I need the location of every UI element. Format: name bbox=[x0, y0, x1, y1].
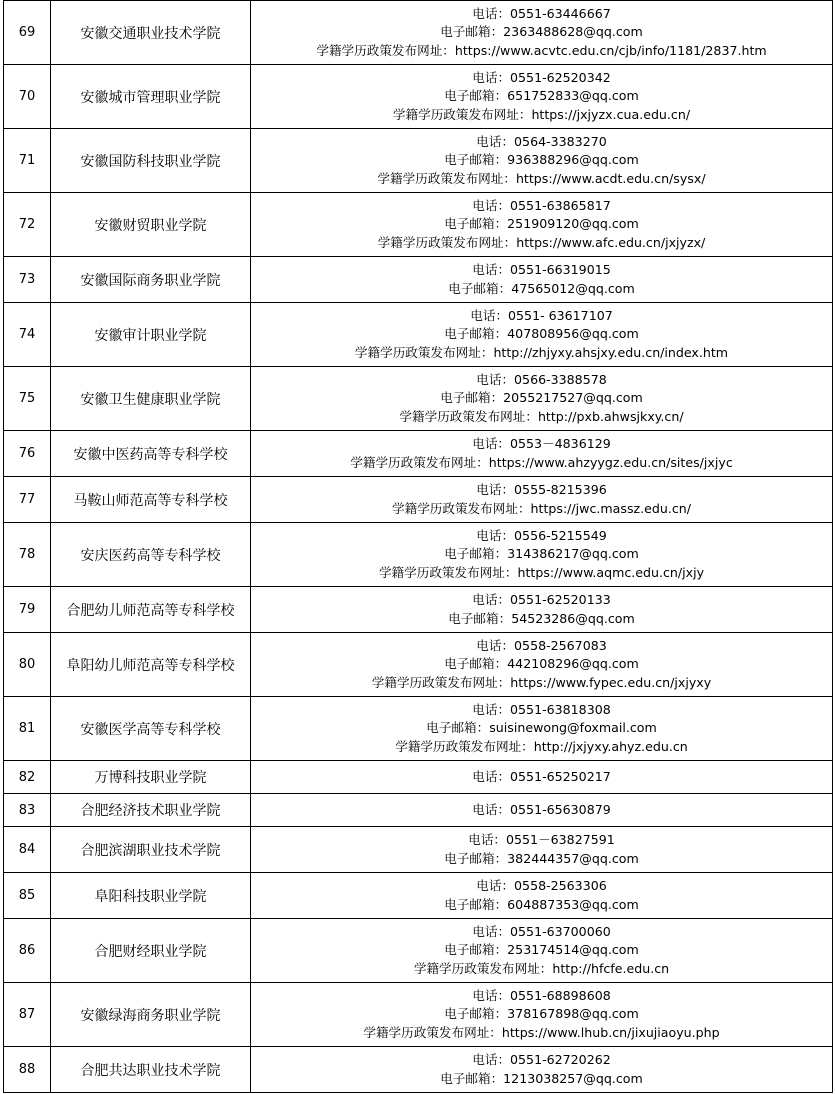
table-row bbox=[4, 431, 833, 477]
row-number: 74 bbox=[4, 303, 51, 367]
contact-line: 学籍学历政策发布网址：https://www.aqmc.edu.cn/jxjy bbox=[378, 564, 705, 580]
table-row bbox=[4, 1047, 833, 1093]
contact-line: 电子邮箱：2363488628@qq.com bbox=[440, 24, 643, 40]
row-number: 87 bbox=[4, 983, 51, 1047]
table-row bbox=[4, 129, 833, 193]
contact-info bbox=[251, 523, 833, 587]
contact-line: 学籍学历政策发布网址：https://www.fypec.edu.cn/jxjyxy bbox=[371, 674, 712, 690]
contact-line: 学籍学历政策发布网址：http://hfcfe.edu.cn bbox=[413, 960, 670, 976]
contact-line: 学籍学历政策发布网址：https://www.acvtc.edu.cn/cjb/info/1181/2837.htm bbox=[316, 42, 767, 58]
contact-info bbox=[251, 303, 833, 367]
school-name: 安徽卫生健康职业学院 bbox=[51, 367, 251, 431]
contact-line: 学籍学历政策发布网址：https://jxjyzx.cua.edu.cn/ bbox=[392, 106, 691, 122]
table-row bbox=[4, 523, 833, 587]
contact-line: 学籍学历政策发布网址：https://www.acdt.edu.cn/sysx/ bbox=[377, 170, 706, 186]
row-number: 80 bbox=[4, 633, 51, 697]
contact-info bbox=[251, 65, 833, 129]
contact-line: 电话：0564-3383270 bbox=[476, 134, 607, 150]
table-row bbox=[4, 919, 833, 983]
contact-line: 电话：0551-62520342 bbox=[472, 70, 611, 86]
school-name: 万博科技职业学院 bbox=[51, 761, 251, 794]
contact-info bbox=[251, 761, 833, 794]
row-number: 88 bbox=[4, 1047, 51, 1093]
contact-info bbox=[251, 367, 833, 431]
contact-line: 电话：0551-62720262 bbox=[472, 1052, 611, 1068]
contact-info bbox=[251, 827, 833, 873]
contact-line: 电话：0558-2563306 bbox=[476, 878, 607, 894]
row-number: 76 bbox=[4, 431, 51, 477]
table-row bbox=[4, 873, 833, 919]
contact-line: 电话：0566-3388578 bbox=[476, 372, 607, 388]
row-number: 84 bbox=[4, 827, 51, 873]
row-number: 79 bbox=[4, 587, 51, 633]
contact-table bbox=[3, 0, 833, 1093]
school-name: 安徽财贸职业学院 bbox=[51, 193, 251, 257]
contact-info bbox=[251, 1, 833, 65]
contact-line: 电话：0558-2567083 bbox=[476, 638, 607, 654]
contact-info bbox=[251, 129, 833, 193]
table-row bbox=[4, 303, 833, 367]
contact-line: 电话：0551-68898608 bbox=[472, 988, 611, 1004]
row-number: 70 bbox=[4, 65, 51, 129]
contact-info bbox=[251, 697, 833, 761]
table-row bbox=[4, 193, 833, 257]
school-name: 安徽中医药高等专科学校 bbox=[51, 431, 251, 477]
table-row bbox=[4, 587, 833, 633]
school-name: 安徽医学高等专科学校 bbox=[51, 697, 251, 761]
contact-line: 电话：0553－4836129 bbox=[472, 436, 611, 452]
contact-line: 学籍学历政策发布网址：https://www.lhub.cn/jixujiaoyu.php bbox=[363, 1024, 720, 1040]
table-row bbox=[4, 697, 833, 761]
contact-line: 电话：0551-63865817 bbox=[472, 198, 611, 214]
school-name: 安徽审计职业学院 bbox=[51, 303, 251, 367]
contact-info bbox=[251, 794, 833, 827]
table-row bbox=[4, 257, 833, 303]
school-name: 阜阳幼儿师范高等专科学校 bbox=[51, 633, 251, 697]
contact-line: 电话：0551-66319015 bbox=[472, 262, 611, 278]
table-row bbox=[4, 761, 833, 794]
table-row bbox=[4, 983, 833, 1047]
contact-info bbox=[251, 477, 833, 523]
contact-line: 电子邮箱：378167898@qq.com bbox=[444, 1006, 639, 1022]
school-name: 合肥共达职业技术学院 bbox=[51, 1047, 251, 1093]
contact-line: 电话：0551-63818308 bbox=[472, 702, 611, 718]
contact-line: 学籍学历政策发布网址：https://www.ahzyygz.edu.cn/sites/jxjyc bbox=[350, 454, 733, 470]
school-name: 安徽交通职业技术学院 bbox=[51, 1, 251, 65]
school-name: 安徽国际商务职业学院 bbox=[51, 257, 251, 303]
table-row bbox=[4, 633, 833, 697]
contact-line: 电话：0551-63446667 bbox=[472, 6, 611, 22]
contact-line: 电话：0551-63700060 bbox=[472, 924, 611, 940]
contact-line: 电子邮箱：2055217527@qq.com bbox=[440, 390, 643, 406]
school-name: 合肥滨湖职业技术学院 bbox=[51, 827, 251, 873]
school-name: 安徽国防科技职业学院 bbox=[51, 129, 251, 193]
contact-line: 电子邮箱：54523286@qq.com bbox=[448, 610, 635, 626]
table-row bbox=[4, 827, 833, 873]
school-name: 合肥财经职业学院 bbox=[51, 919, 251, 983]
contact-line: 电子邮箱：253174514@qq.com bbox=[444, 942, 639, 958]
table-row bbox=[4, 477, 833, 523]
contact-line: 电子邮箱：251909120@qq.com bbox=[444, 216, 639, 232]
table-row bbox=[4, 367, 833, 431]
table-row bbox=[4, 65, 833, 129]
contact-line: 电子邮箱：47565012@qq.com bbox=[448, 280, 635, 296]
row-number: 83 bbox=[4, 794, 51, 827]
contact-line: 电子邮箱：1213038257@qq.com bbox=[440, 1070, 643, 1086]
contact-line: 电子邮箱：442108296@qq.com bbox=[444, 656, 639, 672]
contact-line: 电话：0555-8215396 bbox=[476, 482, 607, 498]
contact-line: 电子邮箱：651752833@qq.com bbox=[444, 88, 639, 104]
contact-info bbox=[251, 193, 833, 257]
contact-line: 学籍学历政策发布网址：https://jwc.massz.edu.cn/ bbox=[392, 500, 691, 516]
school-name: 安庆医药高等专科学校 bbox=[51, 523, 251, 587]
contact-line: 电子邮箱：407808956@qq.com bbox=[444, 326, 639, 342]
school-name: 安徽绿海商务职业学院 bbox=[51, 983, 251, 1047]
row-number: 75 bbox=[4, 367, 51, 431]
contact-line: 学籍学历政策发布网址：https://www.afc.edu.cn/jxjyzx/ bbox=[377, 234, 706, 250]
row-number: 73 bbox=[4, 257, 51, 303]
contact-info bbox=[251, 983, 833, 1047]
contact-line: 电话：0551- 63617107 bbox=[470, 308, 613, 324]
school-name: 马鞍山师范高等专科学校 bbox=[51, 477, 251, 523]
contact-line: 电子邮箱：604887353@qq.com bbox=[444, 896, 639, 912]
table-row bbox=[4, 794, 833, 827]
school-name: 阜阳科技职业学院 bbox=[51, 873, 251, 919]
row-number: 69 bbox=[4, 1, 51, 65]
row-number: 72 bbox=[4, 193, 51, 257]
contact-line: 电话：0551-65250217 bbox=[472, 768, 611, 784]
row-number: 81 bbox=[4, 697, 51, 761]
contact-line: 电话：0556-5215549 bbox=[476, 528, 607, 544]
contact-info bbox=[251, 587, 833, 633]
table-row bbox=[4, 1, 833, 65]
contact-line: 电话：0551-65630879 bbox=[472, 801, 611, 817]
row-number: 71 bbox=[4, 129, 51, 193]
contact-line: 学籍学历政策发布网址：http://jxjyxy.ahyz.edu.cn bbox=[395, 738, 688, 754]
contact-info bbox=[251, 633, 833, 697]
contact-line: 电子邮箱：314386217@qq.com bbox=[444, 546, 639, 562]
contact-line: 电话：0551－63827591 bbox=[468, 832, 615, 848]
contact-info bbox=[251, 257, 833, 303]
row-number: 77 bbox=[4, 477, 51, 523]
contact-info bbox=[251, 1047, 833, 1093]
row-number: 82 bbox=[4, 761, 51, 794]
row-number: 86 bbox=[4, 919, 51, 983]
school-name: 合肥幼儿师范高等专科学校 bbox=[51, 587, 251, 633]
contact-info bbox=[251, 919, 833, 983]
contact-line: 电子邮箱：suisinewong@foxmail.com bbox=[426, 720, 657, 736]
contact-info bbox=[251, 431, 833, 477]
contact-line: 电话：0551-62520133 bbox=[472, 592, 611, 608]
contact-line: 电子邮箱：936388296@qq.com bbox=[444, 152, 639, 168]
row-number: 78 bbox=[4, 523, 51, 587]
school-name: 合肥经济技术职业学院 bbox=[51, 794, 251, 827]
contact-info bbox=[251, 873, 833, 919]
contact-table-body bbox=[4, 1, 833, 1093]
contact-line: 学籍学历政策发布网址：http://pxb.ahwsjkxy.cn/ bbox=[399, 408, 684, 424]
school-name: 安徽城市管理职业学院 bbox=[51, 65, 251, 129]
contact-line: 电子邮箱：382444357@qq.com bbox=[444, 850, 639, 866]
contact-line: 学籍学历政策发布网址：http://zhjyxy.ahsjxy.edu.cn/index.htm bbox=[354, 344, 729, 360]
row-number: 85 bbox=[4, 873, 51, 919]
